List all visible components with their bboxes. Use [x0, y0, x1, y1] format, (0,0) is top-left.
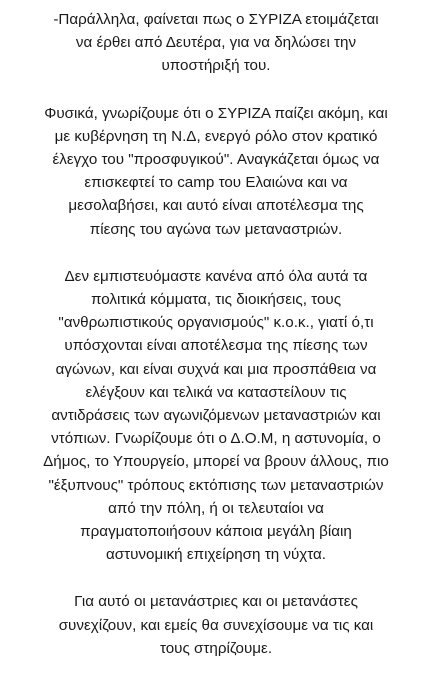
text-line: αγώνων, και είναι συχνά και μια προσπάθεια να — [55, 360, 377, 378]
text-line: πολιτικά κόμματα, τις διοικήσεις, τους — [90, 291, 342, 309]
text-line: επισκεφτεί το camp του Ελαιώνα και να — [84, 174, 348, 192]
paragraph-3 — [11, 265, 421, 567]
text-line: Για αυτό οι μετανάστριες και οι μετανάστες — [74, 593, 358, 611]
paragraph-1 — [11, 8, 421, 78]
text-line: να έρθει από Δευτέρα, για να δηλώσει την — [75, 34, 357, 52]
text-line: Φυσικά, γνωρίζουμε ότι ο ΣΥΡΙΖΑ παίζει ακόμη, και — [44, 104, 388, 122]
text-line: πραγματοποιήσουν κάποια μεγάλη βίαιη — [80, 523, 352, 541]
text-line: από την πόλη, ή οι τελευταίοι να — [108, 499, 324, 517]
text-line: ελέγξουν και τελικά να καταστείλουν τις — [85, 383, 347, 401]
text-line: Δήμος, το Υπουργείο, μπορεί να βρουν άλλους, πιο — [43, 453, 389, 471]
text-line: -Παράλληλα, φαίνεται πως ο ΣΥΡΙΖΑ ετοιμάζεται — [53, 11, 379, 28]
text-line: "έξυπνους" τρόπους εκτόπισης των μεταναστριών — [48, 476, 384, 494]
paragraph-4 — [11, 590, 421, 660]
text-line: ντόπιων. Γνωρίζουμε ότι ο Δ.Ο.Μ, η αστυνομία, ο — [51, 430, 381, 448]
paragraph-2 — [11, 102, 421, 241]
text-line: αστυνομική επιχείρηση τη νύχτα. — [105, 546, 327, 564]
text-line: αντιδράσεις των αγωνιζόμενων μεταναστριών και — [51, 407, 381, 425]
text-line: συνεχίζουν, και εμείς θα συνεχίσουμε να τις και — [58, 616, 374, 634]
text-line: "ανθρωπιστικούς οργανισμούς" κ.ο.κ., γιατί ό,τι — [58, 314, 374, 332]
text-line: μεσολαβήσει, και αυτό είναι αποτέλεσμα της — [68, 197, 364, 215]
text-line: πίεσης του αγώνα των μεταναστριών. — [89, 220, 343, 238]
text-line: έλεγχο του "προσφυγικού". Αναγκάζεται όμως να — [52, 151, 380, 169]
text-line: υποστήριξή του. — [161, 57, 271, 75]
text-line: με κυβέρνηση τη Ν.Δ, ενεργό ρόλο στον κρατικό — [54, 127, 378, 145]
text-line: τους στηρίζουμε. — [159, 639, 273, 657]
text-line: υπόσχονται είναι αποτέλεσμα της πίεσης των — [64, 337, 368, 355]
text-line: Δεν εμπιστευόμαστε κανένα από όλα αυτά τα — [64, 267, 368, 285]
